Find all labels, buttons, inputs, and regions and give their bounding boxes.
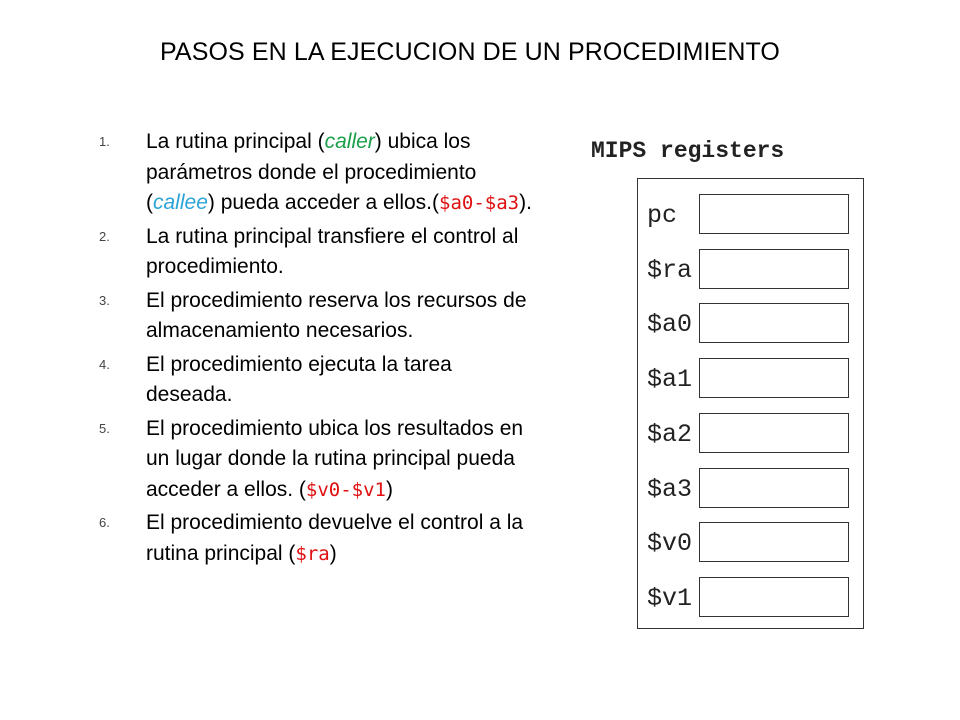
register-row-v1	[638, 577, 863, 619]
step-item-3	[88, 286, 540, 347]
register-label: $a2	[647, 420, 693, 449]
slide-title: PASOS EN LA EJECUCION DE UN PROCEDIMIENTO	[160, 38, 780, 66]
step-text: ) pueda acceder a ellos.(	[207, 191, 440, 214]
step-item-5	[88, 414, 540, 506]
register-box	[699, 468, 849, 508]
step-item-1	[88, 127, 540, 219]
mips-registers-title: MIPS registers	[591, 138, 785, 164]
step-text: El procedimiento devuelve el control a la rutina principal (	[146, 511, 524, 565]
register-label: $v1	[647, 584, 693, 613]
register-box	[699, 249, 849, 289]
register-box	[699, 358, 849, 398]
step-text: El procedimiento reserva los recursos de almacenamiento necesarios.	[146, 288, 527, 342]
register-box	[699, 522, 849, 562]
register-row-a0	[638, 303, 863, 345]
step-text: )	[329, 541, 337, 565]
step-text: El procedimiento ubica los resultados en un lugar donde la rutina principal pueda acceder a ellos. (	[146, 416, 524, 501]
step-number: 1.	[99, 134, 110, 149]
register-label: pc	[647, 201, 678, 230]
caller-term: caller	[324, 130, 375, 153]
register-row-a3	[638, 468, 863, 510]
step-text: La rutina principal transfiere el control al procedimiento.	[146, 224, 519, 278]
step-number: 4.	[99, 356, 110, 372]
step-text: ).	[519, 191, 532, 214]
steps-list	[88, 127, 540, 572]
register-label: $a0	[647, 310, 693, 339]
step-text: ) ubica los parámetros donde el procedimiento (	[146, 130, 477, 214]
register-box	[699, 194, 849, 234]
register-row-v0	[638, 522, 863, 564]
register-ref: $a0-$a3	[439, 192, 520, 214]
register-label: $a1	[647, 365, 693, 394]
step-item-6	[88, 508, 540, 569]
step-number: 2.	[99, 228, 110, 244]
step-number: 6.	[99, 515, 110, 530]
register-label: $a3	[647, 475, 693, 504]
step-item-2	[88, 222, 540, 283]
step-text: El procedimiento ejecuta la tarea deseada.	[146, 352, 452, 406]
register-row-ra	[638, 249, 863, 291]
register-label: $ra	[647, 256, 693, 285]
callee-term: callee	[153, 191, 208, 214]
step-item-4	[88, 350, 540, 411]
register-row-a1	[638, 358, 863, 400]
mips-registers-panel	[637, 178, 864, 629]
register-ref: $ra	[295, 542, 330, 565]
register-label: $v0	[647, 529, 693, 558]
register-row-pc	[638, 194, 863, 236]
step-text: La rutina principal (	[146, 130, 325, 153]
register-ref: $v0-$v1	[305, 478, 386, 501]
register-box	[699, 413, 849, 453]
register-box	[699, 303, 849, 343]
step-number: 3.	[99, 292, 110, 308]
step-number: 5.	[99, 420, 110, 436]
register-box	[699, 577, 849, 617]
step-text: )	[386, 477, 393, 501]
register-row-a2	[638, 413, 863, 455]
